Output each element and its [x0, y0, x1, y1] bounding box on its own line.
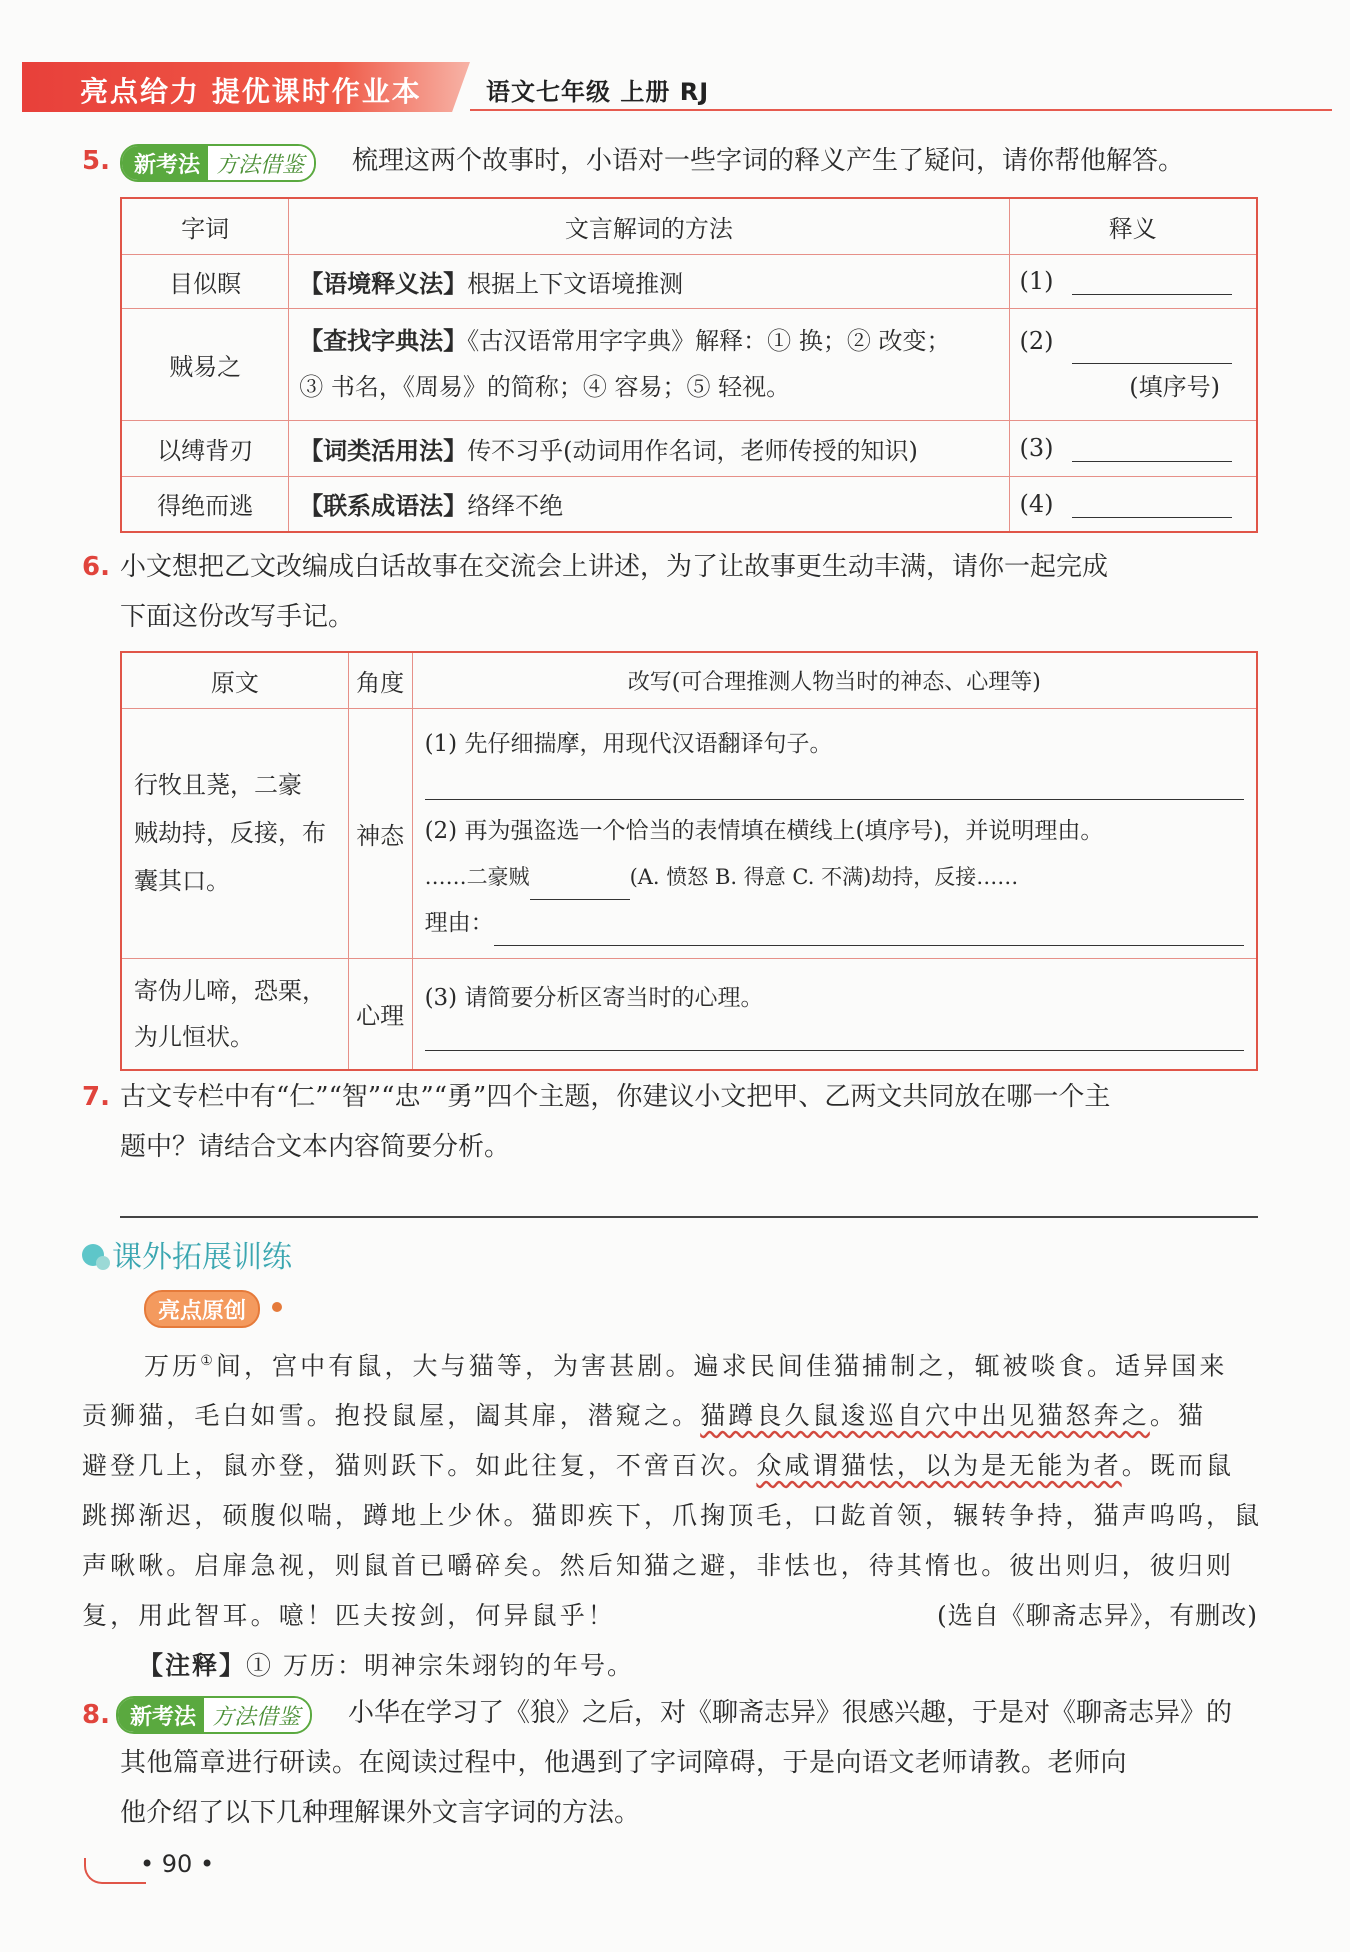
passage-text: 间，宫中有鼠，大与猫等，为害甚剧。遍求民间佳猫捕制之，辄被啖食。适异国来 — [215, 1351, 1228, 1381]
method-cell — [289, 420, 1009, 476]
header-title: 亮点给力 提优课时作业本 — [80, 75, 422, 108]
method-text: 《古汉语常用字字典》解释：① 换；② 改变； — [467, 327, 951, 355]
section-title: 课外拓展训练 — [112, 1240, 292, 1275]
reason-label: 理由： — [424, 909, 494, 936]
passage-line — [82, 1591, 1258, 1641]
passage-footnote — [82, 1641, 1258, 1691]
col-header-meaning: 释义 — [1009, 198, 1257, 254]
question-5-number: 5. — [82, 146, 110, 176]
wavy-underlined-sentence: 众咸谓猫怯，以为是无能为者 — [756, 1451, 1122, 1481]
original-line: 行牧且荛，二豪 — [134, 771, 302, 799]
question-6-number: 6. — [82, 552, 110, 582]
original-line: 寄伪儿啼，恐栗， — [134, 976, 326, 1005]
answer-cell — [1009, 254, 1257, 308]
table-row — [121, 254, 1257, 308]
choice-blank[interactable] — [530, 875, 630, 900]
method-cell — [289, 254, 1009, 308]
passage-text: 贡狮猫，毛白如雪。抱投鼠屋，阖其扉，潜窥之。 — [82, 1401, 701, 1431]
table-header-row — [121, 198, 1257, 254]
answer-number: (1) — [1019, 267, 1054, 295]
method-text: 络绎不绝 — [467, 492, 564, 521]
answer-cell — [1009, 476, 1257, 532]
footnote-text: ① 万历：明神宗朱翊钧的年号。 — [246, 1651, 634, 1681]
table-row — [121, 958, 1257, 1070]
badge-new-label: 新考法 — [122, 146, 208, 180]
original-cell — [121, 958, 348, 1070]
answer-cell — [1009, 420, 1257, 476]
answer-number: (3) — [1019, 434, 1054, 462]
col-header-word: 字词 — [121, 198, 289, 254]
answer-blank[interactable] — [1072, 339, 1232, 364]
word-cell: 贼易之 — [121, 308, 289, 420]
answer-line[interactable] — [120, 1216, 1258, 1218]
original-cell — [121, 708, 348, 958]
rewrite-prompt-3: (3) 请简要分析区寄当时的心理。 — [424, 985, 764, 1012]
method-cell — [289, 476, 1009, 532]
q8-method-badge — [116, 1696, 312, 1734]
answer-blank[interactable] — [1072, 493, 1232, 518]
page-number: • 90 • — [140, 1850, 215, 1878]
original-line: 为儿恒状。 — [134, 1022, 254, 1051]
footnote-key: 【注释】 — [138, 1651, 247, 1681]
passage-text: 避登几上，鼠亦登，猫则跃下。如此往复，不啻百次。 — [82, 1451, 757, 1481]
method-cell — [289, 308, 1009, 420]
original-badge: 亮点原创 — [144, 1290, 260, 1328]
question-7-line-2: 题中？请结合文本内容简要分析。 — [120, 1132, 511, 1162]
reason-line — [425, 900, 1244, 946]
table-row — [121, 420, 1257, 476]
badge-new-label: 新考法 — [118, 1698, 204, 1732]
angle-cell: 神态 — [348, 708, 412, 958]
header-rule — [470, 109, 1332, 111]
method-key: 【查找字典法】 — [299, 327, 468, 355]
reason-blank[interactable] — [494, 917, 1244, 946]
section-bubble-small-icon — [96, 1256, 110, 1270]
answer-blank[interactable] — [1072, 270, 1232, 295]
badge-method-label: 方法借鉴 — [204, 1698, 310, 1732]
header-subtitle: 语文七年级 上册 RJ — [486, 78, 710, 106]
rewrite-cell — [412, 958, 1257, 1070]
badge-dot-icon — [272, 1302, 282, 1312]
rewrite-cell — [412, 708, 1257, 958]
answer-line[interactable] — [425, 767, 1244, 800]
question-7-number: 7. — [82, 1082, 110, 1112]
col-header-rewrite: 改写(可合理推测人物当时的神态、心理等) — [412, 652, 1257, 708]
rewrite-prompt-2: (2) 再为强盗选一个恰当的表情填在横线上(填序号)，并说明理由。 — [424, 817, 1104, 844]
classical-passage — [82, 1336, 1263, 1691]
rewrite-prompt-1: (1) 先仔细揣摩，用现代汉语翻译句子。 — [424, 730, 833, 757]
method-text-2: ③ 书名，《周易》的简称；④ 容易；⑤ 轻视。 — [299, 373, 791, 401]
question-8-line-3: 他介绍了以下几种理解课外文言字词的方法。 — [120, 1798, 641, 1828]
badge-method-label: 方法借鉴 — [208, 146, 314, 180]
passage-line: 声啾啾。启扉急视，则鼠首已嚼碎矣。然后知猫之避，非怯也，待其惰也。彼出则归，彼归则 — [82, 1551, 1235, 1581]
footnote-marker: ① — [200, 1353, 216, 1369]
col-header-angle: 角度 — [348, 652, 412, 708]
answer-number: (2) — [1019, 327, 1054, 355]
passage-text: 万历 — [144, 1351, 201, 1381]
rewrite-choice-line — [425, 854, 1244, 900]
table-row — [121, 308, 1257, 420]
question-8-number: 8. — [82, 1700, 110, 1730]
method-key: 【词类活用法】 — [299, 436, 468, 465]
method-key: 【联系成语法】 — [299, 492, 468, 521]
question-7-line-1: 古文专栏中有“仁”“智”“忠”“勇”四个主题，你建议小文把甲、乙两文共同放在哪一个主 — [120, 1082, 1111, 1112]
answer-number: (4) — [1019, 489, 1054, 518]
passage-line — [82, 1391, 1258, 1441]
choice-prefix: ……二豪贼 — [424, 864, 530, 889]
word-cell: 目似瞑 — [121, 254, 289, 308]
question-8-line-2: 其他篇章进行研读。在阅读过程中，他遇到了字词障碍，于是向语文老师请教。老师向 — [120, 1748, 1128, 1778]
method-text: 根据上下文语境推测 — [467, 269, 684, 298]
table-row — [121, 708, 1257, 958]
passage-text: 。既而鼠 — [1121, 1451, 1235, 1481]
answer-note: (填序号) — [1129, 373, 1220, 401]
table-row — [121, 476, 1257, 532]
col-header-method: 文言解词的方法 — [289, 198, 1009, 254]
method-key: 【语境释义法】 — [299, 269, 468, 298]
passage-text: 。猫 — [1149, 1401, 1207, 1431]
word-cell: 以缚背刃 — [121, 420, 289, 476]
passage-line: 跳掷渐迟，硕腹似喘，蹲地上少休。猫即疾下，爪掬顶毛，口龁首领，辗转争持，猫声呜呜，鼠 — [82, 1501, 1263, 1531]
passage-text: 复，用此智耳。噫！匹夫按剑，何异鼠乎！ — [82, 1601, 616, 1631]
col-header-original: 原文 — [121, 652, 348, 708]
angle-cell: 心理 — [348, 958, 412, 1070]
question-6-line-2: 下面这份改写手记。 — [120, 602, 355, 632]
original-line: 贼劫持，反接，布 — [134, 819, 326, 847]
q5-word-table — [120, 197, 1258, 533]
table-header-row — [121, 652, 1257, 708]
question-6-line-1: 小文想把乙文改编成白话故事在交流会上讲述，为了让故事更生动丰满，请你一起完成 — [120, 552, 1109, 582]
answer-line[interactable] — [425, 1020, 1244, 1051]
answer-cell — [1009, 308, 1257, 420]
passage-line — [82, 1336, 1258, 1391]
passage-line — [82, 1441, 1258, 1491]
choice-options: (A. 愤怒 B. 得意 C. 不满)劫持，反接…… — [629, 864, 1019, 889]
question-5-text: 梳理这两个故事时，小语对一些字词的释义产生了疑问，请你帮他解答。 — [352, 146, 1185, 176]
q5-method-badge — [120, 144, 316, 182]
passage-source: (选自《聊斋志异》，有删改) — [936, 1601, 1258, 1631]
wavy-underlined-sentence: 猫蹲良久鼠逡巡自穴中出见猫怒奔之 — [700, 1401, 1150, 1431]
page-number-decoration — [84, 1858, 146, 1884]
answer-blank[interactable] — [1072, 437, 1232, 462]
method-text: 传不习乎(动词用作名词，老师传授的知识) — [467, 436, 918, 465]
q6-rewrite-table — [120, 651, 1258, 1071]
question-8-line-1: 小华在学习了《狼》之后，对《聊斋志异》很感兴趣，于是对《聊斋志异》的 — [348, 1698, 1233, 1728]
word-cell: 得绝而逃 — [121, 476, 289, 532]
original-line: 囊其口。 — [134, 867, 230, 895]
